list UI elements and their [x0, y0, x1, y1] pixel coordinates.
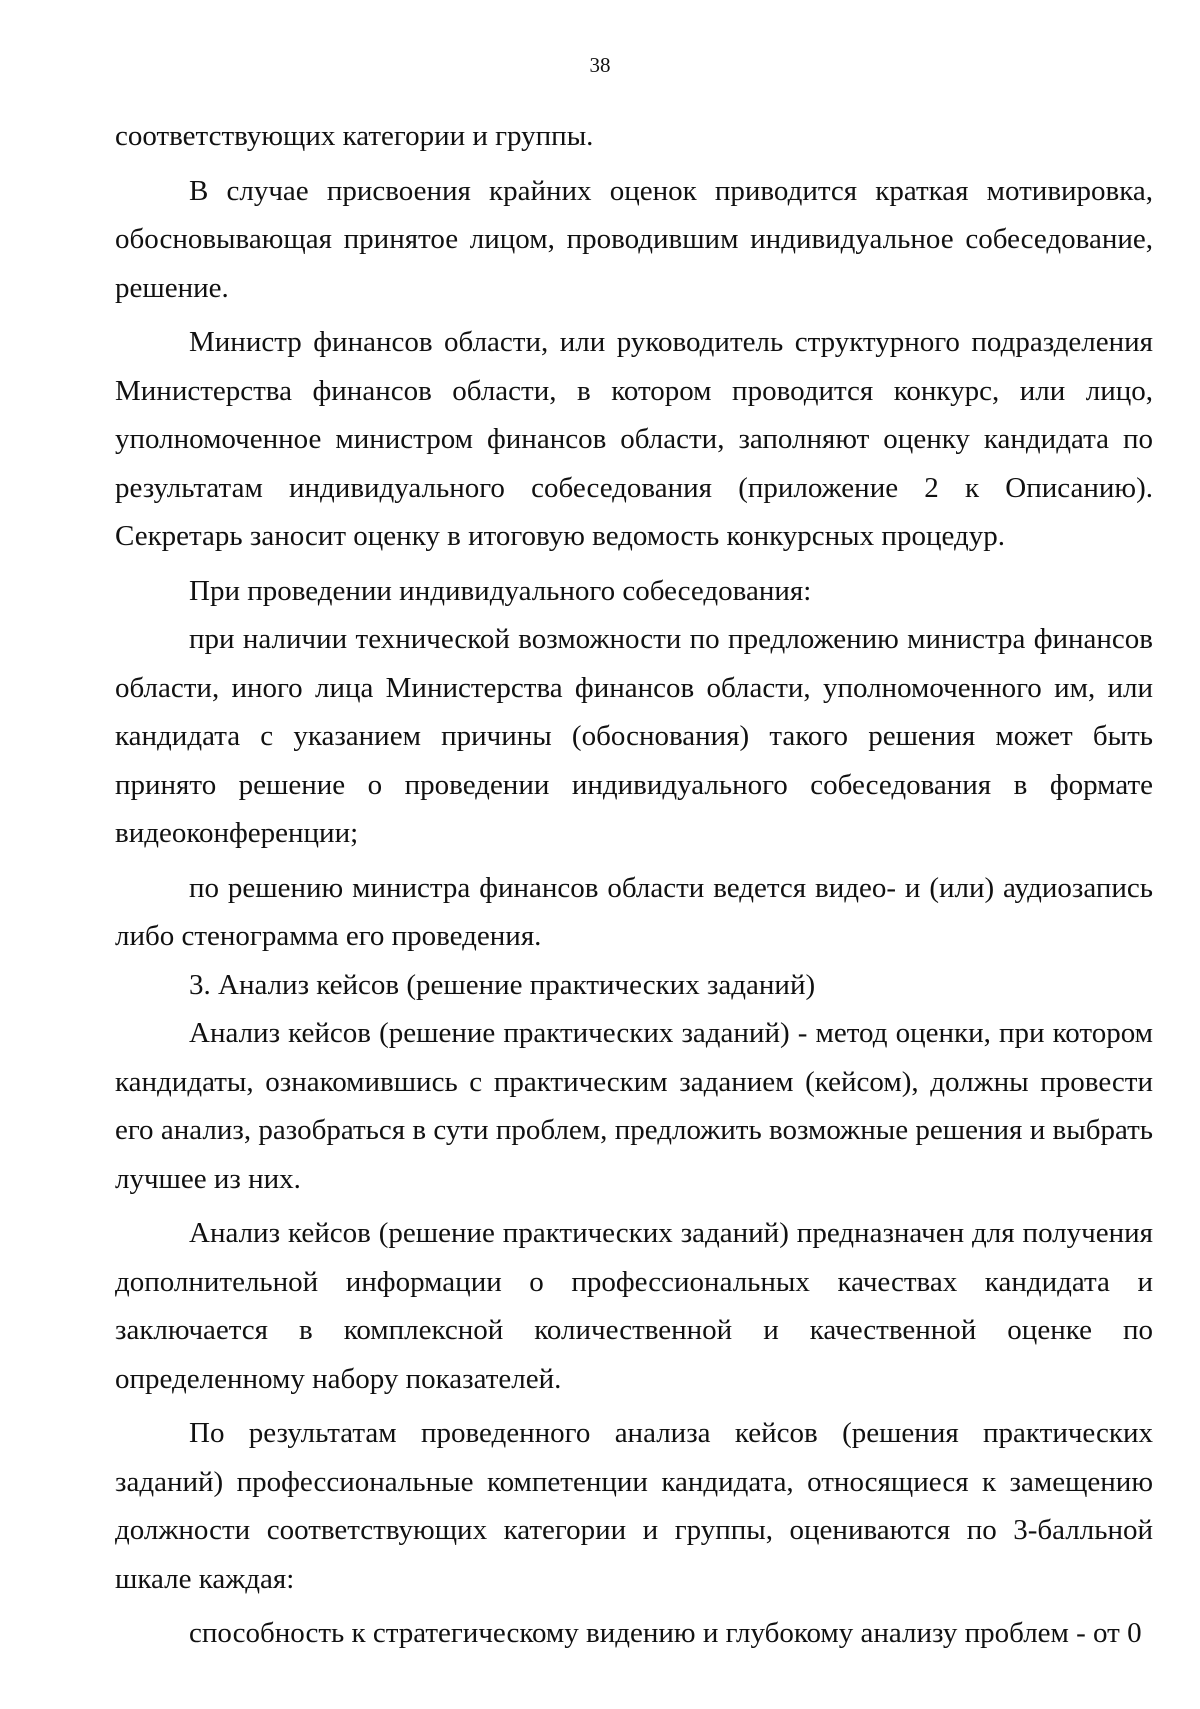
- page-number: 38: [589, 53, 611, 77]
- paragraph-continuation: соответствующих категории и группы.: [115, 120, 594, 152]
- paragraph-extreme-ratings: В случае присвоения крайних оценок приводится краткая мотивировка, обосновывающая принятое лицом, проводившим индивидуальное собеседование, решение.: [115, 174, 1153, 304]
- paragraph-strategic-vision: способность к стратегическому видению и глубокому анализу проблем - от 0: [189, 1617, 1142, 1649]
- paragraph-case-purpose: Анализ кейсов (решение практических заданий) предназначен для получения дополнительной информации о профессиональных качествах кандидата и заключается в комплексной количественной и качественной оценке по определенному набору показателей.: [115, 1217, 1153, 1395]
- paragraph-minister-evaluation: Министр финансов области, или руководитель структурного подразделения Министерства финансов области, в котором проводится конкурс, или лицо, уполномоченное министром финансов области, заполняют оценку кандидата по результатам индивидуального собеседования (приложение 2 к Описанию). Секретарь заносит оценку в итоговую ведомость конкурсных процедур.: [115, 326, 1153, 552]
- paragraph-recording: по решению министра финансов области ведется видео- и (или) аудиозапись либо стенограмма его проведения.: [115, 871, 1153, 952]
- paragraph-case-results: По результатам проведенного анализа кейсов (решения практических заданий) профессиональные компетенции кандидата, относящиеся к замещению должности соответствующих категории и группы, оцениваются по 3-балльной шкале каждая:: [115, 1417, 1153, 1595]
- paragraph-interview-conduct: При проведении индивидуального собеседования:: [189, 574, 812, 607]
- paragraph-videoconference: при наличии технической возможности по предложению министра финансов области, иного лица Министерства финансов области, уполномоченного им, или кандидата с указанием причины (обоснования) такого решения может быть принято решение о проведении индивидуального собеседования в формате видеоконференции;: [115, 623, 1153, 849]
- section-heading-case-analysis: 3. Анализ кейсов (решение практических заданий): [189, 968, 816, 1001]
- document-body: [115, 112, 1153, 1658]
- paragraph-case-method: Анализ кейсов (решение практических заданий) - метод оценки, при котором кандидаты, ознакомившись с практическим заданием (кейсом), должны провести его анализ, разобраться в сути проблем, предложить возможные решения и выбрать лучшее из них.: [115, 1017, 1153, 1195]
